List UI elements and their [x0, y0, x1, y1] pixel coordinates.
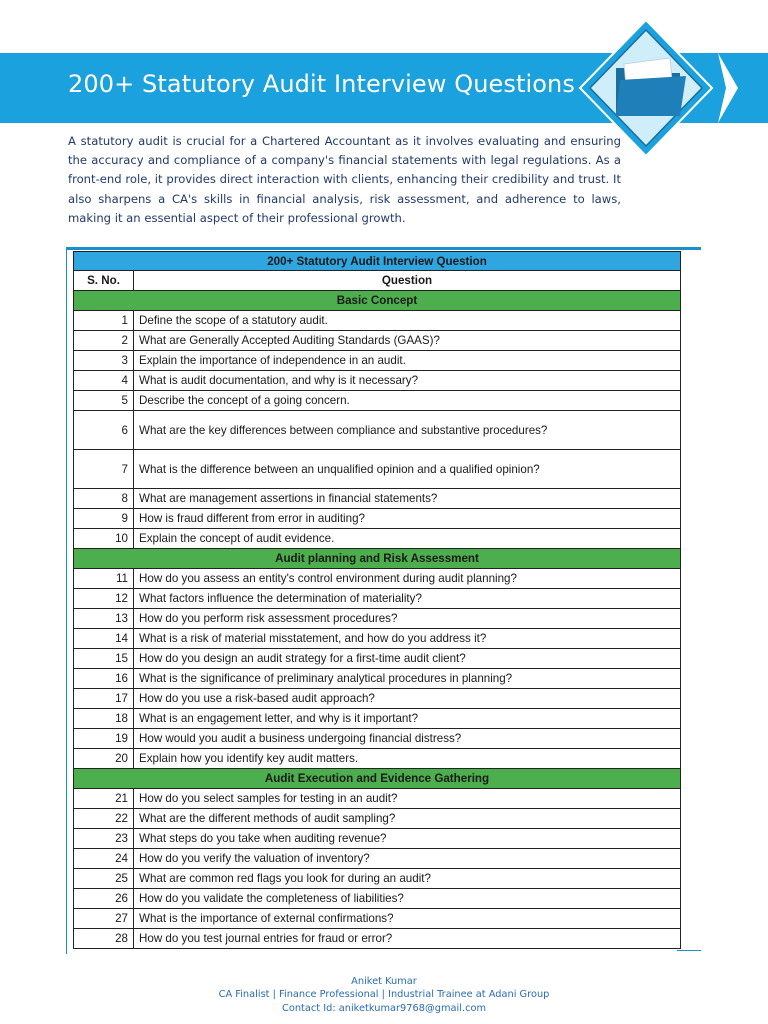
- question-text: What is the significance of preliminary analytical procedures in planning?: [134, 669, 681, 689]
- row-number: 25: [74, 869, 134, 889]
- column-header-row: [74, 271, 681, 291]
- question-text: What are the different methods of audit sampling?: [134, 809, 681, 829]
- table-row: [74, 609, 681, 629]
- section-header-row: [74, 769, 681, 789]
- row-number: 20: [74, 749, 134, 769]
- section-header-row: [74, 291, 681, 311]
- intro-paragraph: A statutory audit is crucial for a Chartered Accountant as it involves evaluating and ensuring the accuracy and compliance of a company's financial statements with legal regulations. As a front-end role, it provides direct interaction with clients, enhancing their credibility and trust. It also sharpens a CA's skills in financial analysis, risk assessment, and adherence to laws, making it an essential aspect of their professional growth.: [68, 134, 621, 225]
- row-number: 15: [74, 649, 134, 669]
- section-header-row: [74, 549, 681, 569]
- table-row: [74, 729, 681, 749]
- table-row: [74, 749, 681, 769]
- question-text: How would you audit a business undergoing financial distress?: [134, 729, 681, 749]
- table-row: [74, 649, 681, 669]
- table-row: [74, 869, 681, 889]
- question-text: Explain how you identify key audit matters.: [134, 749, 681, 769]
- section-title: Audit Execution and Evidence Gathering: [74, 769, 681, 789]
- question-text: How do you design an audit strategy for a first-time audit client?: [134, 649, 681, 669]
- row-number: 17: [74, 689, 134, 709]
- questions-table: [73, 251, 681, 949]
- question-text: How do you validate the completeness of liabilities?: [134, 889, 681, 909]
- row-number: 3: [74, 351, 134, 371]
- question-text: Describe the concept of a going concern.: [134, 391, 681, 411]
- table-row: [74, 391, 681, 411]
- col-header-sno: S. No.: [74, 271, 134, 291]
- table-row: [74, 889, 681, 909]
- section-title: Audit planning and Risk Assessment: [74, 549, 681, 569]
- row-number: 21: [74, 789, 134, 809]
- table-row: [74, 689, 681, 709]
- row-number: 22: [74, 809, 134, 829]
- row-number: 9: [74, 509, 134, 529]
- question-text: What are the key differences between compliance and substantive procedures?: [134, 411, 681, 450]
- table-row: [74, 371, 681, 391]
- table-row: [74, 669, 681, 689]
- author-role: CA Finalist | Finance Professional | Industrial Trainee at Adani Group: [218, 989, 550, 1001]
- table-row: [74, 489, 681, 509]
- row-number: 19: [74, 729, 134, 749]
- question-text: How do you verify the valuation of inventory?: [134, 849, 681, 869]
- table-row: [74, 909, 681, 929]
- row-number: 1: [74, 311, 134, 331]
- table-row: [74, 709, 681, 729]
- question-text: What are common red flags you look for during an audit?: [134, 869, 681, 889]
- row-number: 7: [74, 450, 134, 489]
- row-number: 6: [74, 411, 134, 450]
- question-text: What is audit documentation, and why is it necessary?: [134, 371, 681, 391]
- question-text: What is a risk of material misstatement, and how do you address it?: [134, 629, 681, 649]
- question-text: What are Generally Accepted Auditing Standards (GAAS)?: [134, 331, 681, 351]
- row-number: 26: [74, 889, 134, 909]
- page-title: 200+ Statutory Audit Interview Questions: [68, 70, 575, 98]
- author-name: Aniket Kumar: [351, 976, 417, 987]
- question-text: What factors influence the determination of materiality?: [134, 589, 681, 609]
- question-text: How do you select samples for testing in an audit?: [134, 789, 681, 809]
- table-row: [74, 809, 681, 829]
- question-text: How do you assess an entity's control environment during audit planning?: [134, 569, 681, 589]
- question-text: What is the difference between an unqualified opinion and a qualified opinion?: [134, 450, 681, 489]
- row-number: 18: [74, 709, 134, 729]
- table-row: [74, 509, 681, 529]
- table-row: [74, 331, 681, 351]
- question-text: How do you use a risk-based audit approach?: [134, 689, 681, 709]
- row-number: 4: [74, 371, 134, 391]
- question-text: Define the scope of a statutory audit.: [134, 311, 681, 331]
- question-text: How do you perform risk assessment procedures?: [134, 609, 681, 629]
- table-row: [74, 829, 681, 849]
- author-contact: Contact Id: aniketkumar9768@gmail.com: [281, 1002, 486, 1014]
- row-number: 24: [74, 849, 134, 869]
- section-title: Basic Concept: [74, 291, 681, 311]
- row-number: 10: [74, 529, 134, 549]
- row-number: 12: [74, 589, 134, 609]
- table-row: [74, 529, 681, 549]
- table-title-row: [74, 252, 681, 271]
- question-text: What is an engagement letter, and why is it important?: [134, 709, 681, 729]
- row-number: 11: [74, 569, 134, 589]
- table-row: [74, 589, 681, 609]
- question-text: What are management assertions in financial statements?: [134, 489, 681, 509]
- row-number: 5: [74, 391, 134, 411]
- table-row: [74, 411, 681, 450]
- frame-bottom-line: [677, 950, 701, 951]
- table-row: [74, 450, 681, 489]
- table-row: [74, 311, 681, 331]
- table-row: [74, 629, 681, 649]
- table-row: [74, 351, 681, 371]
- question-text: Explain the importance of independence in an audit.: [134, 351, 681, 371]
- question-text: Explain the concept of audit evidence.: [134, 529, 681, 549]
- row-number: 14: [74, 629, 134, 649]
- question-text: How do you test journal entries for fraud or error?: [134, 929, 681, 949]
- question-text: How is fraud different from error in auditing?: [134, 509, 681, 529]
- col-header-question: Question: [134, 271, 681, 291]
- row-number: 13: [74, 609, 134, 629]
- table-row: [74, 849, 681, 869]
- row-number: 23: [74, 829, 134, 849]
- table-title: 200+ Statutory Audit Interview Question: [74, 252, 681, 271]
- table-row: [74, 789, 681, 809]
- row-number: 16: [74, 669, 134, 689]
- table-row: [74, 569, 681, 589]
- footer: [0, 975, 768, 1015]
- table-row: [74, 929, 681, 949]
- row-number: 28: [74, 929, 134, 949]
- row-number: 27: [74, 909, 134, 929]
- question-text: What steps do you take when auditing revenue?: [134, 829, 681, 849]
- row-number: 8: [74, 489, 134, 509]
- row-number: 2: [74, 331, 134, 351]
- question-text: What is the importance of external confirmations?: [134, 909, 681, 929]
